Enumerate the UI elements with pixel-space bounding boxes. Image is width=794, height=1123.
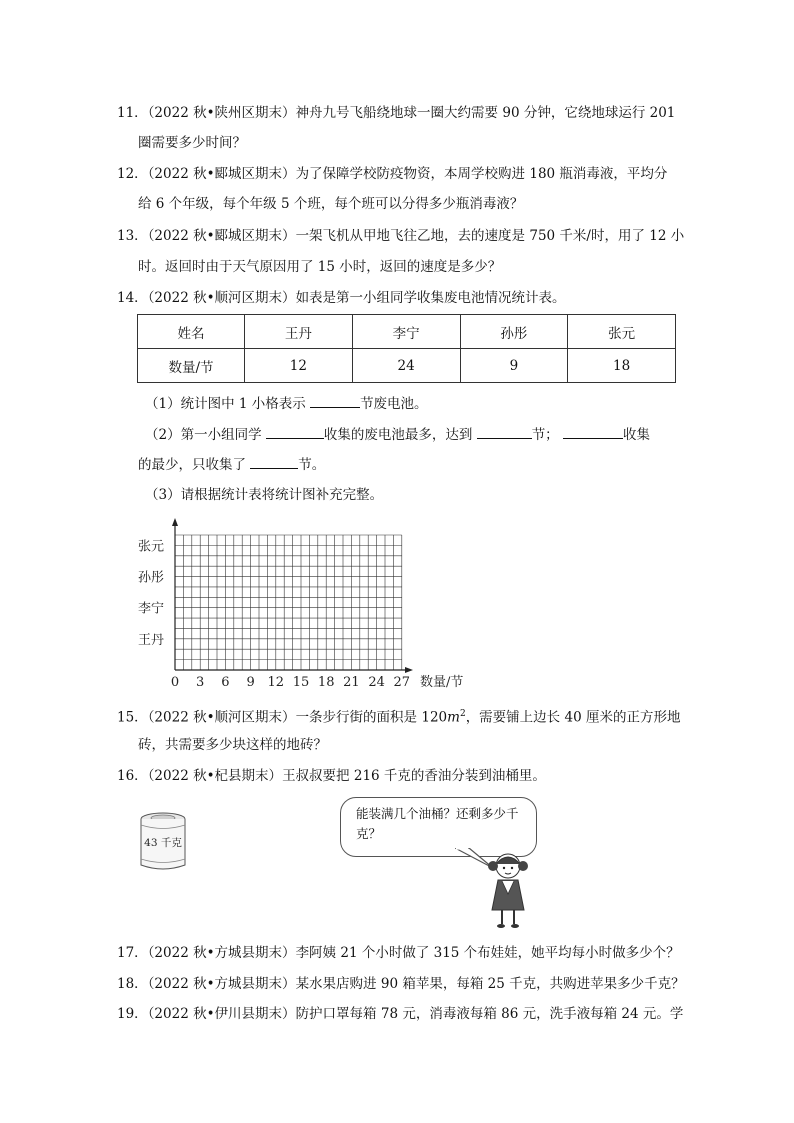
q14-line-1 — [117, 288, 566, 308]
q19-line — [117, 1004, 683, 1024]
q15-area-unit: m — [447, 709, 460, 726]
x-axis-label: 数量/节 — [420, 675, 464, 690]
answer-blank[interactable] — [266, 424, 324, 439]
q16-text: 王叔叔要把 216 千克的香油分装到油桶里。 — [282, 768, 546, 784]
q13-source: （2022 秋•郾城区期末） — [147, 228, 296, 244]
q11-line-1 — [117, 103, 675, 123]
table-row — [138, 315, 676, 349]
q15-line-1 — [117, 704, 680, 728]
table-header-cell: 孙彤 — [460, 315, 568, 349]
q19-number: 19． — [117, 1006, 148, 1022]
q18-line — [117, 974, 685, 994]
x-tick-label: 24 — [368, 675, 385, 690]
q16-number: 16． — [117, 768, 148, 784]
q13-line-1 — [117, 226, 684, 246]
chart-grid — [175, 535, 402, 670]
q14-sub2-line-2 — [138, 454, 325, 475]
q15-source: （2022 秋•顺河区期末） — [147, 709, 296, 726]
speech-bubble-text: 能装满几个油桶？还剩多少千克？ — [356, 806, 519, 841]
x-axis-arrow — [405, 667, 413, 673]
q18-text: 某水果店购进 90 箱苹果，每箱 25 千克，共购进苹果多少千克？ — [295, 976, 685, 992]
q14-sub3: （3）请根据统计表将统计图补充完整。 — [145, 487, 384, 503]
q19-text: 防护口罩每箱 78 元，消毒液每箱 86 元，洗手液每箱 24 元。学 — [295, 1006, 684, 1022]
answer-blank[interactable] — [310, 393, 360, 408]
q18-number: 18． — [117, 976, 148, 992]
table-row — [138, 349, 676, 383]
q12-text-1: 为了保障学校防疫物资，本周学校购进 180 瓶消毒液，平均分 — [295, 166, 668, 182]
q12-line-2: 给 6 个年级，每个年级 5 个班，每个班可以分得多少瓶消毒液？ — [138, 196, 524, 212]
q14-sub2-text-f: 节。 — [298, 457, 326, 473]
x-tick-label: 18 — [317, 675, 335, 690]
q15-number: 15． — [117, 709, 148, 726]
q12-source: （2022 秋•郾城区期末） — [147, 166, 296, 182]
q14-number: 14． — [117, 290, 148, 306]
q14-sub2-text-c: 节； — [531, 427, 559, 443]
girl-illustration — [478, 850, 538, 930]
q14-sub2-text-b: 收集的废电池最多，达到 — [323, 427, 477, 443]
q11-line-2: 圈需要多少时间？ — [138, 135, 246, 151]
category-label: 孙彤 — [138, 570, 165, 586]
x-tick-label: 3 — [196, 675, 205, 690]
q13-text-1: 一架飞机从甲地飞往乙地，去的速度是 750 千米/时，用了 12 小 — [295, 228, 685, 244]
q11-source: （2022 秋•陕州区期末） — [147, 105, 296, 121]
q13-line-2: 时。返回时由于天气原因用了 15 小时，返回的速度是多少？ — [138, 259, 502, 275]
category-label: 张元 — [138, 539, 165, 555]
table-header-cell: 王丹 — [245, 315, 353, 349]
answer-blank[interactable] — [563, 424, 623, 439]
x-tick-label: 6 — [221, 675, 230, 690]
q14-sub2-text-e: 的最少，只收集了 — [138, 457, 251, 473]
table-header-cell: 张元 — [568, 315, 676, 349]
q15-area-exp: 2 — [459, 709, 466, 719]
table-cell: 18 — [568, 349, 676, 383]
x-tick-label: 21 — [343, 675, 360, 690]
q12-number: 12． — [117, 166, 148, 182]
category-label: 李宁 — [138, 601, 165, 617]
q11-text-1: 神舟九号飞船绕地球一圈大约需要 90 分钟，它绕地球运行 201 — [295, 105, 676, 121]
q17-text: 李阿姨 21 个小时做了 315 个布娃娃，她平均每小时做多少个？ — [295, 945, 680, 961]
barrel-label: 43 千克 — [144, 837, 182, 849]
table-header-cell: 李宁 — [352, 315, 460, 349]
q17-source: （2022 秋•方城县期末） — [147, 945, 296, 961]
q14-sub2-text-d: 收集 — [622, 427, 650, 443]
q15-text-a: 一条步行街的面积是 — [295, 709, 422, 726]
x-tick-label: 27 — [393, 675, 411, 690]
answer-blank[interactable] — [477, 424, 532, 439]
q15-area-value: 120 — [421, 709, 448, 726]
q18-source: （2022 秋•方城县期末） — [147, 976, 296, 992]
oil-barrel-image — [138, 811, 188, 873]
table-cell: 数量/节 — [138, 349, 245, 383]
battery-bar-chart — [130, 515, 470, 690]
q14-sub2-line-1 — [145, 424, 650, 445]
chart-category-labels — [138, 539, 164, 647]
answer-blank[interactable] — [250, 454, 298, 469]
q14-sub2-text-a: （2）第一小组同学 — [145, 427, 266, 443]
q14-sub1-text-end: 节废电池。 — [360, 396, 428, 412]
q14-sub1 — [145, 393, 428, 414]
q16-line-1 — [117, 766, 546, 786]
q15-line-2: 砖，共需要多少块这样的地砖？ — [138, 737, 327, 753]
x-tick-label: 9 — [246, 675, 255, 690]
q17-line — [117, 943, 680, 963]
x-tick-label: 15 — [292, 675, 310, 690]
q14-source: （2022 秋•顺河区期末） — [147, 290, 296, 306]
q14-sub1-text: （1）统计图中 1 小格表示 — [145, 396, 311, 412]
battery-stats-table — [137, 314, 676, 383]
category-label: 王丹 — [138, 632, 165, 648]
table-cell: 12 — [245, 349, 353, 383]
table-cell: 9 — [460, 349, 568, 383]
table-header-cell: 姓名 — [138, 315, 245, 349]
q13-number: 13． — [117, 228, 148, 244]
q17-number: 17． — [117, 945, 148, 961]
q12-line-1 — [117, 164, 667, 184]
q14-text: 如表是第一小组同学收集废电池情况统计表。 — [295, 290, 566, 306]
q16-source: （2022 秋•杞县期末） — [147, 768, 283, 784]
x-tick-label: 12 — [267, 675, 285, 690]
table-cell: 24 — [352, 349, 460, 383]
q15-text-b: ，需要铺上边长 40 厘米的正方形地 — [465, 709, 681, 726]
q19-source: （2022 秋•伊川县期末） — [147, 1006, 296, 1022]
chart-x-tick-labels — [171, 675, 410, 690]
y-axis-arrow — [172, 518, 178, 526]
x-tick-label: 0 — [170, 675, 180, 690]
q11-number: 11． — [117, 105, 148, 121]
